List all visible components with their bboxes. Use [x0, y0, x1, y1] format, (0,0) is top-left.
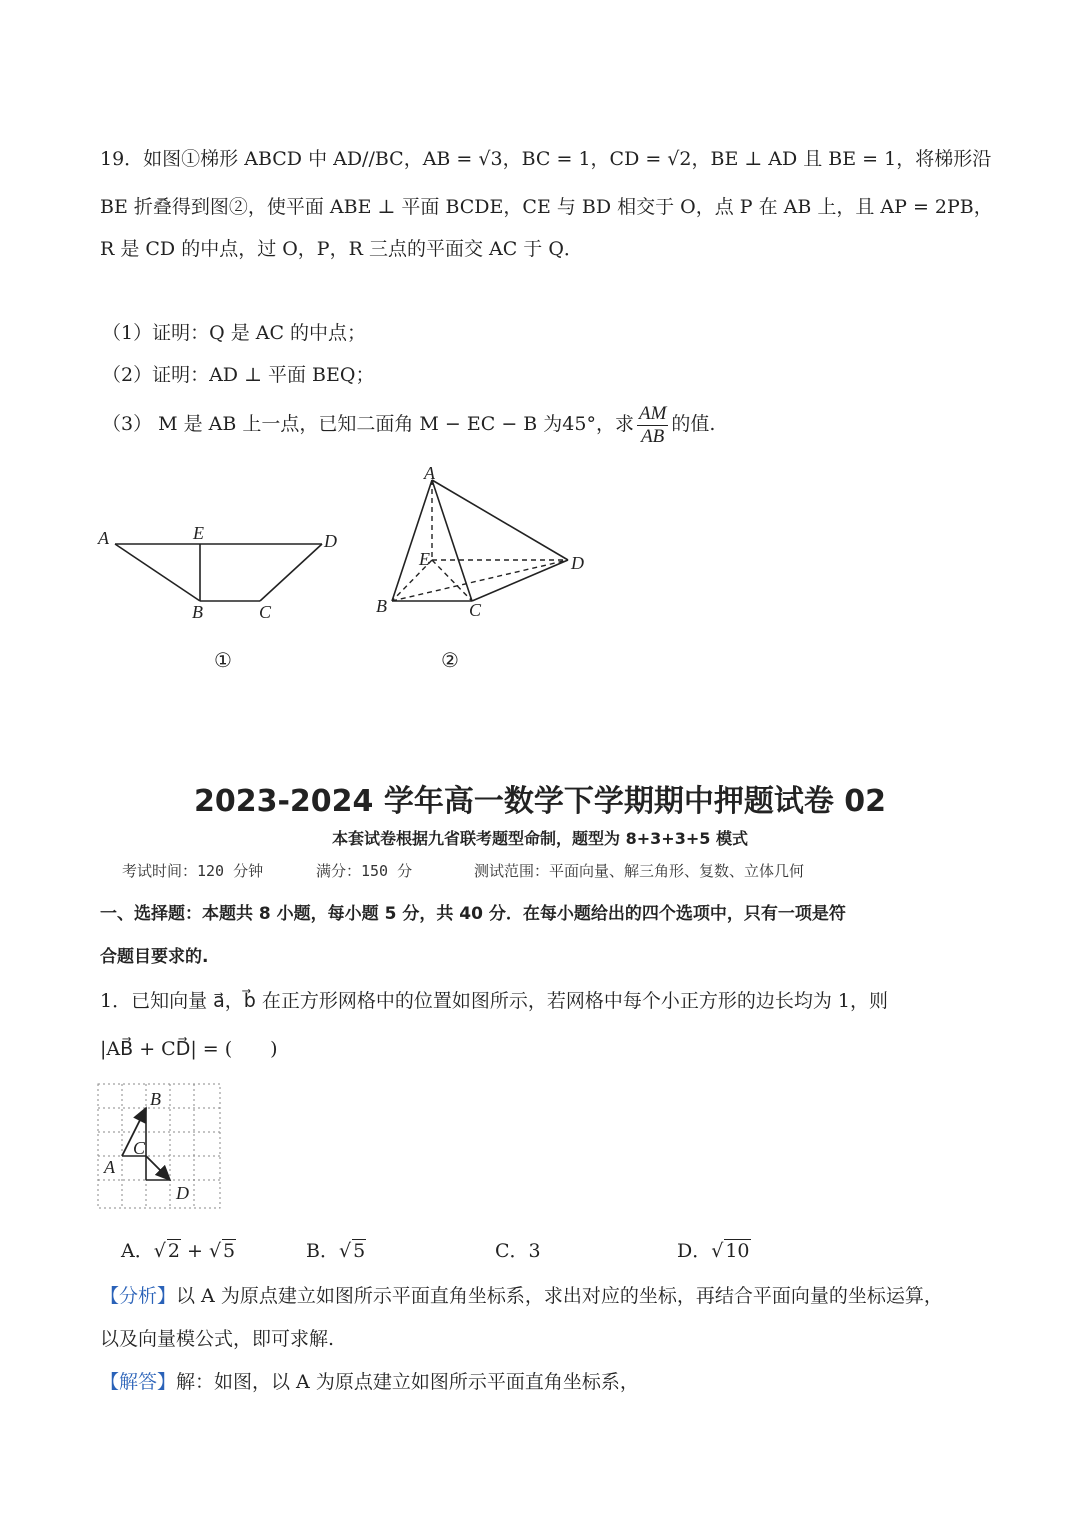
option-d[interactable]: D．√ 10 — [677, 1240, 750, 1262]
option-d-radicand: 10 — [725, 1240, 750, 1262]
figure-2-pyramid — [370, 460, 600, 635]
option-b[interactable]: B．√ 5 — [306, 1240, 366, 1262]
exam-time: 考试时间：120 分钟 — [122, 862, 264, 880]
section-1-heading-line-1: 一、选择题：本题共 8 小题，每小题 5 分，共 40 分．在每小题给出的四个选项中，只有一项是符 — [100, 904, 846, 924]
option-a-label: A． — [121, 1240, 154, 1262]
option-c-label: C． — [495, 1240, 529, 1262]
exam-title: 2023-2024 学年高一数学下学期期中押题试卷 02 — [193, 784, 887, 819]
q19-part-3-suffix: 的值. — [671, 413, 716, 435]
grid-label-d: D — [176, 1183, 189, 1203]
answer-tag: 【解答】 — [100, 1371, 177, 1393]
section-1-heading-line-2: 合题目要求的. — [100, 947, 209, 967]
fig2-caption: ② — [441, 648, 459, 672]
exam-score: 满分：150 分 — [316, 862, 413, 880]
grid-label-c: C — [133, 1138, 146, 1158]
fig1-label-d: D — [324, 531, 337, 551]
edge-ab-3d — [392, 480, 432, 601]
analysis-tag: 【分析】 — [100, 1285, 177, 1307]
q19-line-1: 19．如图①梯形 ABCD 中 AD//BC，AB = √3，BC = 1，CD = √2，BE ⊥ AD 且 BE = 1，将梯形沿 — [100, 148, 992, 170]
vector-cd — [146, 1156, 170, 1180]
option-b-label: B． — [306, 1240, 339, 1262]
edge-ab — [115, 544, 200, 601]
fig2-label-e: E — [419, 549, 430, 569]
analysis-line-2: 以及向量模公式，即可求解. — [100, 1328, 335, 1350]
q19-part-2: （2）证明：AD ⊥ 平面 BEQ； — [102, 364, 375, 386]
q19-line-2: BE 折叠得到图②，使平面 ABE ⊥ 平面 BCDE，CE 与 BD 相交于 O，点 P 在 AB 上，且 AP = 2PB， — [100, 196, 993, 218]
fig1-label-a: A — [98, 528, 109, 548]
option-a-radicand-2: 5 — [223, 1240, 236, 1262]
analysis-line-1 — [100, 1284, 943, 1308]
exam-subtitle: 本套试卷根据九省联考题型命制，题型为 8+3+3+5 模式 — [332, 829, 748, 848]
analysis-text-1: 以 A 为原点建立如图所示平面直角坐标系，求出对应的坐标，再结合平面向量的坐标运算， — [176, 1285, 943, 1307]
q19-line-3: R 是 CD 的中点，过 O，P，R 三点的平面交 AC 于 Q． — [100, 238, 583, 260]
fig2-label-a: A — [424, 463, 435, 483]
answer-line-1 — [100, 1370, 639, 1394]
option-c-value: 3 — [528, 1240, 541, 1262]
q19-part-1: （1）证明：Q 是 AC 的中点； — [102, 322, 367, 344]
fig2-label-d: D — [571, 553, 584, 573]
fig2-label-b: B — [376, 596, 387, 616]
fraction-denominator: AB — [641, 425, 665, 447]
fig2-label-c: C — [469, 600, 482, 620]
q19-part-3-prefix: （3） M 是 AB 上一点，已知二面角 M − EC − B 为45°，求 — [102, 413, 634, 435]
option-a[interactable]: A．√ 2 + √ 5 — [121, 1240, 236, 1262]
edge-ac-3d — [432, 480, 472, 601]
q1-line-1: 1．已知向量 a⃗，b⃗ 在正方形网格中的位置如图所示，若网格中每个小正方形的边长均为 1，则 — [100, 990, 889, 1012]
option-c[interactable] — [495, 1236, 541, 1263]
fig1-label-b: B — [192, 602, 203, 622]
exam-scope: 测试范围：平面向量、解三角形、复数、立体几何 — [474, 862, 805, 880]
answer-text-1: 解：如图，以 A 为原点建立如图所示平面直角坐标系， — [176, 1371, 639, 1393]
edge-cd-3d — [472, 560, 568, 601]
q19-part-3 — [102, 402, 715, 448]
grid-label-b: B — [150, 1089, 161, 1109]
q1-line-2: |AB⃗ + CD⃗| = ( ) — [100, 1038, 278, 1060]
grid-label-a: A — [104, 1157, 115, 1177]
option-a-plus: + — [180, 1240, 209, 1262]
option-b-radicand: 5 — [353, 1240, 366, 1262]
fraction-numerator: AM — [638, 402, 667, 424]
option-d-label: D． — [677, 1240, 712, 1262]
fig1-caption: ① — [214, 648, 232, 672]
edge-cd — [260, 544, 322, 601]
edge-ad-3d — [432, 480, 568, 560]
option-a-radicand-1: 2 — [167, 1240, 180, 1262]
fraction-am-ab — [637, 403, 668, 448]
fig1-label-e: E — [193, 523, 204, 543]
fig1-label-c: C — [259, 602, 272, 622]
figure-1-trapezoid — [90, 515, 350, 630]
